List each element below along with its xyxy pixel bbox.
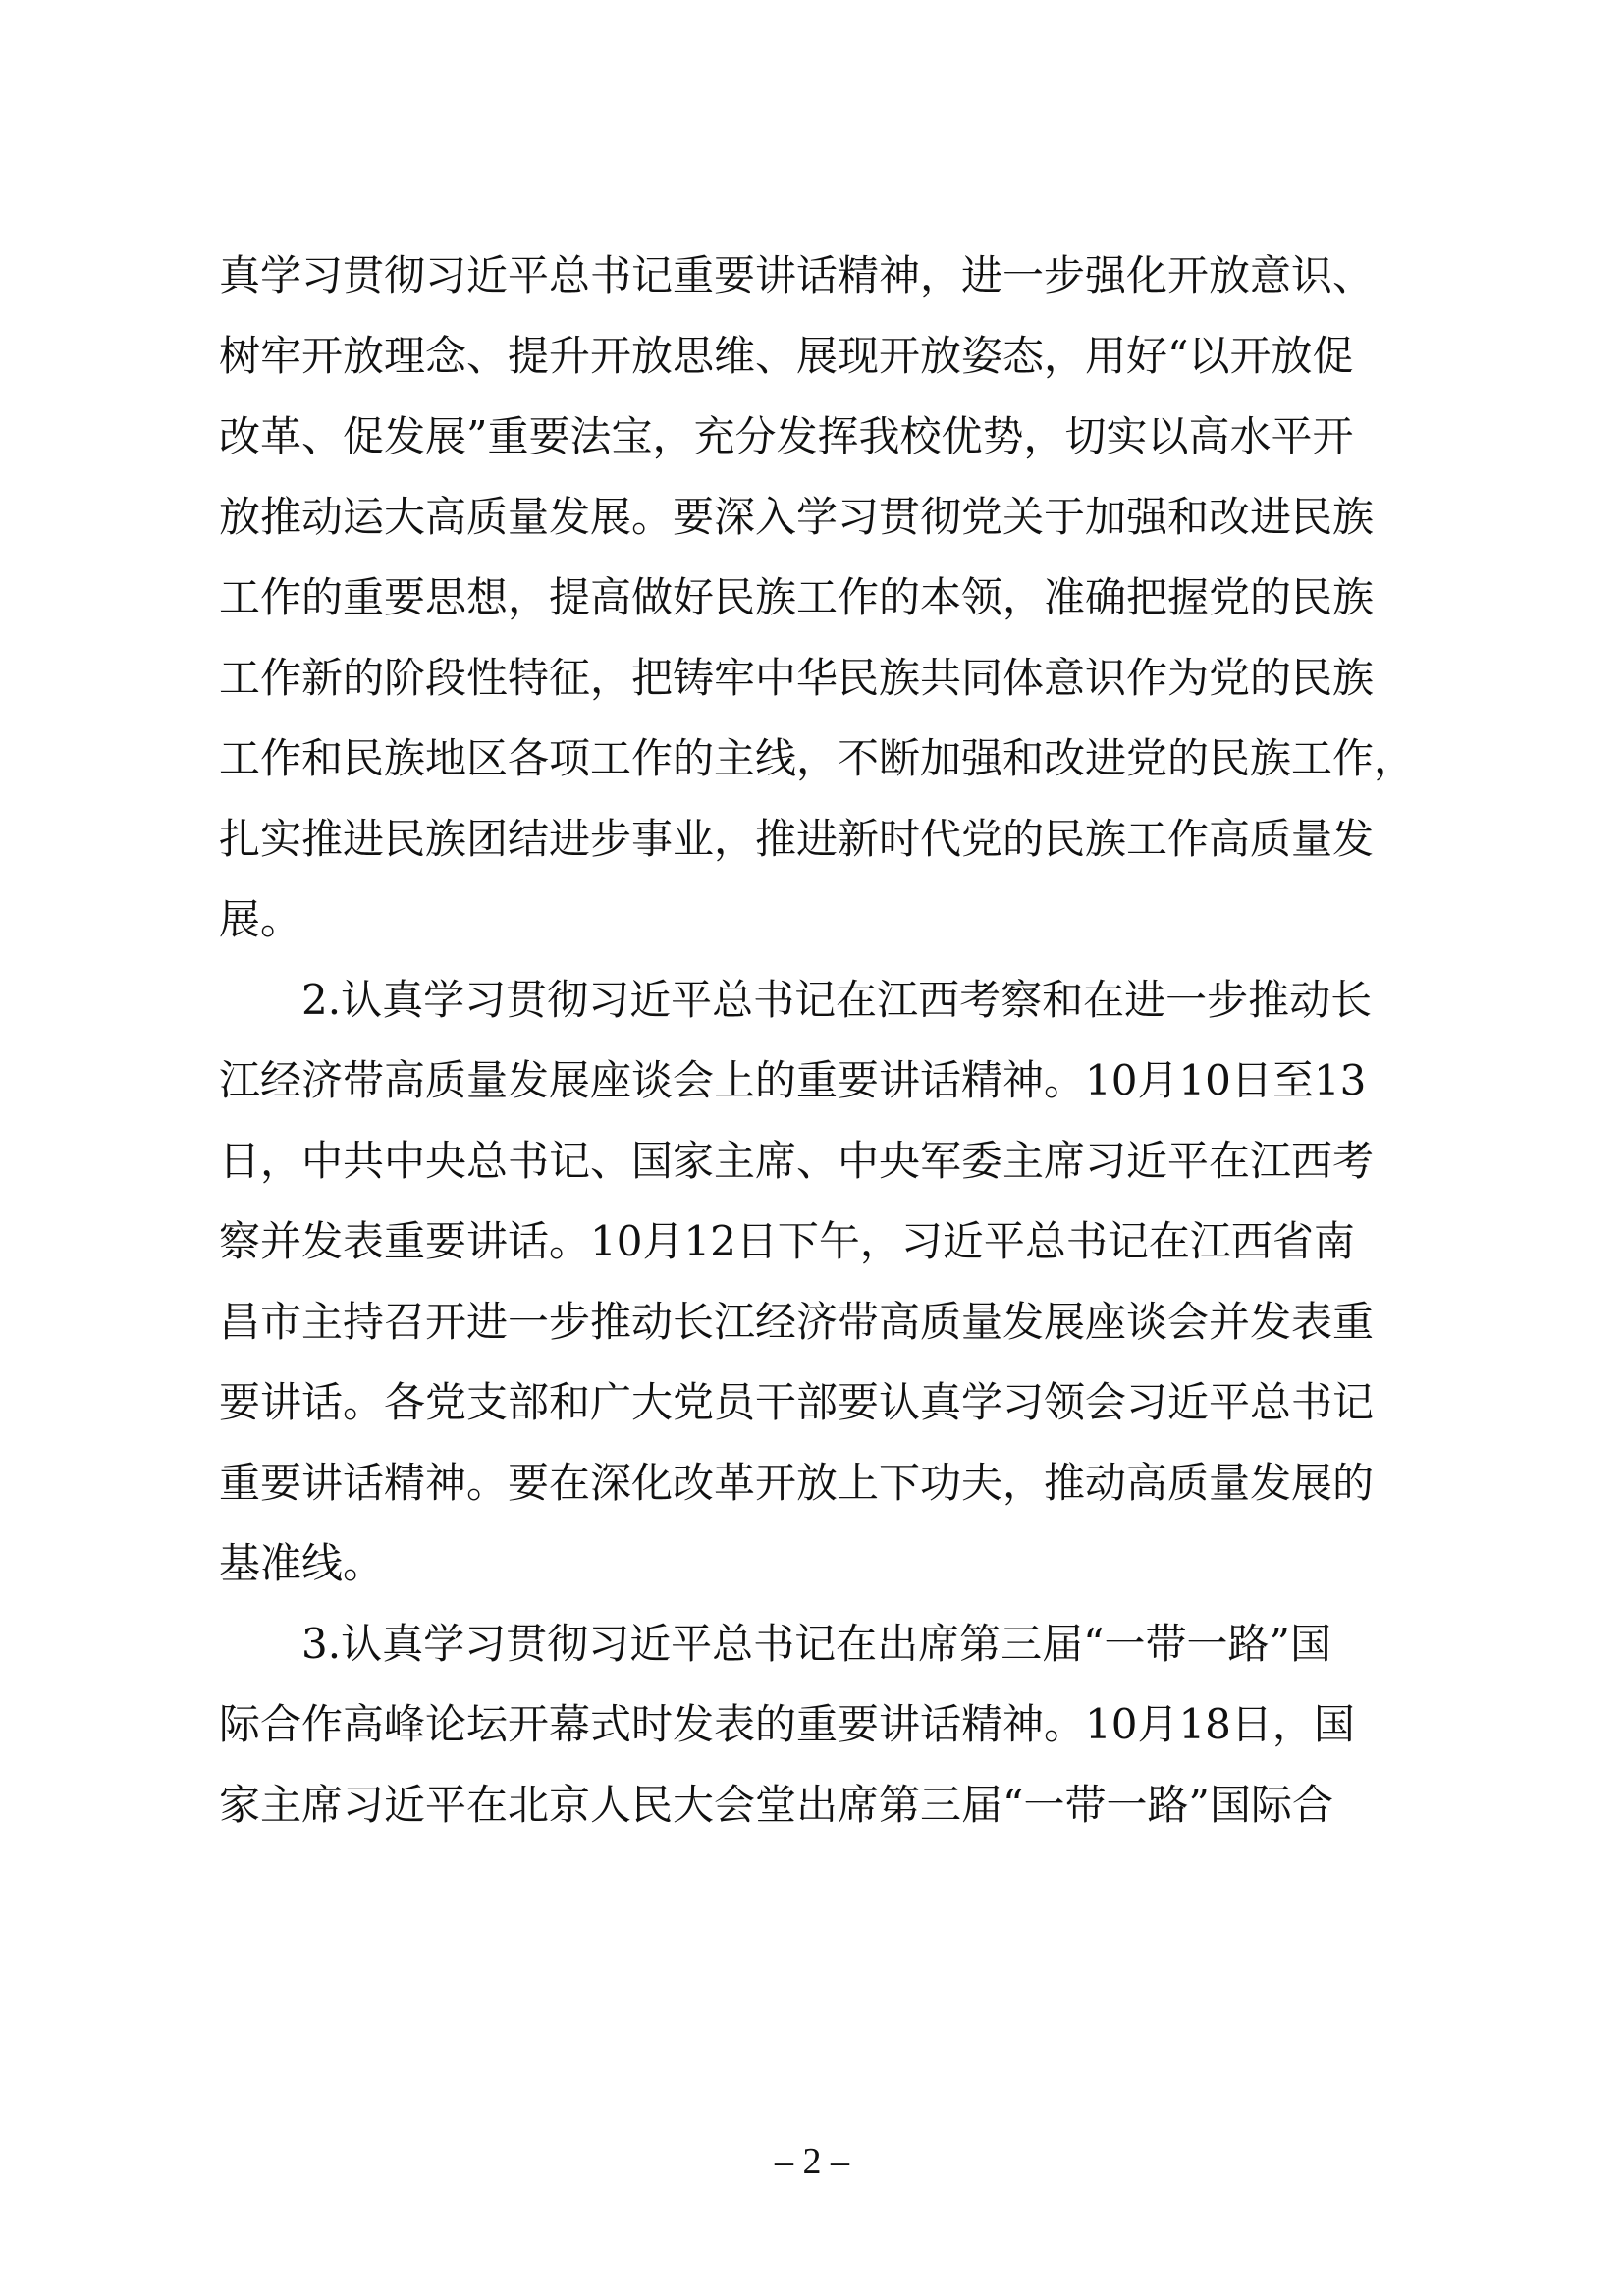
text-line-17: 基准线。	[219, 1539, 385, 1587]
text-line-16: 重要讲话精神。要在深化改革开放上下功夫，推动高质量发展的	[219, 1459, 1375, 1507]
text-line-20: 家主席习近平在北京人民大会堂出席第三届“一带一路”国际合	[219, 1781, 1333, 1829]
text-line-15: 要讲话。各党支部和广大党员干部要认真学习领会习近平总书记	[219, 1378, 1375, 1426]
text-line-12: 日，中共中央总书记、国家主席、中央军委主席习近平在江西考	[219, 1137, 1375, 1185]
text-line-14: 昌市主持召开进一步推动长江经济带高质量发展座谈会并发表重	[219, 1298, 1375, 1346]
text-line-8: 扎实推进民族团结进步事业，推进新时代党的民族工作高质量发	[219, 815, 1375, 863]
text-line-2: 树牢开放理念、提升开放思维、展现开放姿态，用好“以开放促	[219, 332, 1354, 380]
text-line-7: 工作和民族地区各项工作的主线，不断加强和改进党的民族工作，	[219, 734, 1416, 782]
text-line-1: 真学习贯彻习近平总书记重要讲话精神，进一步强化开放意识、	[219, 251, 1375, 299]
page-number: – 2 –	[775, 2141, 849, 2182]
text-line-19: 际合作高峰论坛开幕式时发表的重要讲话精神。10月18日，国	[219, 1700, 1355, 1748]
text-line-10: 2.认真学习贯彻习近平总书记在江西考察和在进一步推动长	[301, 976, 1373, 1024]
text-line-9: 展。	[219, 895, 302, 943]
text-line-6: 工作新的阶段性特征，把铸牢中华民族共同体意识作为党的民族	[219, 654, 1375, 702]
text-line-5: 工作的重要思想，提高做好民族工作的本领，准确把握党的民族	[219, 573, 1375, 621]
text-line-3: 改革、促发展”重要法宝，充分发挥我校优势，切实以高水平开	[219, 412, 1354, 460]
text-line-4: 放推动运大高质量发展。要深入学习贯彻党关于加强和改进民族	[219, 493, 1375, 541]
text-line-13: 察并发表重要讲话。10月12日下午，习近平总书记在江西省南	[219, 1217, 1355, 1265]
text-line-18: 3.认真学习贯彻习近平总书记在出席第三届“一带一路”国	[301, 1620, 1332, 1668]
text-line-11: 江经济带高质量发展座谈会上的重要讲话精神。10月10日至13	[219, 1056, 1367, 1104]
body-text	[219, 236, 1417, 1845]
